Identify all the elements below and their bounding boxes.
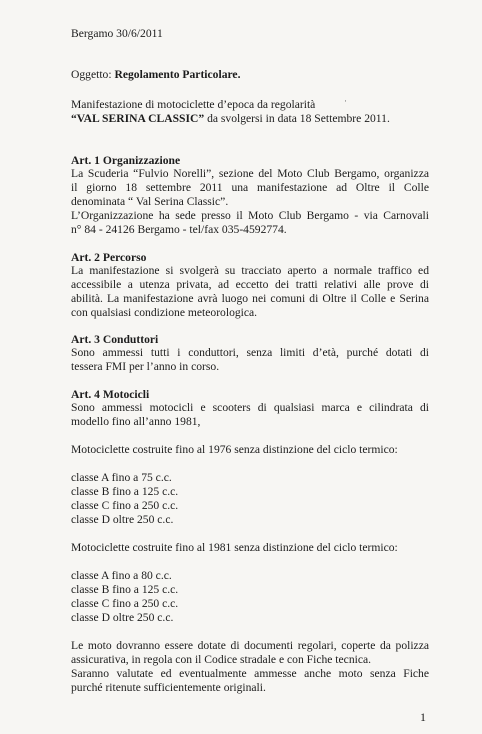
art4-line: modello fino all’anno 1981, bbox=[71, 415, 201, 428]
art2-line: con qualsiasi condizione meteorologica. bbox=[71, 306, 258, 319]
closing-line: Le moto dovranno essere dotate di documenti regolari, coperte da polizza bbox=[71, 639, 429, 652]
subject-line bbox=[71, 68, 429, 81]
class-item: classe B fino a 125 c.c. bbox=[71, 583, 179, 596]
subject-label: Oggetto: bbox=[71, 68, 112, 81]
subject-text: Regolamento Particolare. bbox=[114, 68, 241, 81]
closing-line: assicurativa, in regola con il Codice stradale e con Fiche tecnica. bbox=[71, 653, 372, 666]
art3-title: Art. 3 Conduttori bbox=[71, 333, 159, 346]
page-number: 1 bbox=[420, 710, 426, 724]
scan-speck: · bbox=[344, 96, 347, 106]
closing-line: Saranno valutate ed eventualmente ammesse anche moto senza Fiche bbox=[71, 667, 429, 680]
class-item: classe A fino a 75 c.c. bbox=[71, 471, 172, 484]
class-item: classe B fino a 125 c.c. bbox=[71, 485, 179, 498]
group2-heading: Motociclette costruite fino al 1981 senza distinzione del ciclo termico: bbox=[71, 541, 398, 554]
art1-title: Art. 1 Organizzazione bbox=[71, 154, 181, 167]
art1-line: La Scuderia “Fulvio Norelli”, sezione del Moto Club Bergamo, organizza bbox=[71, 167, 429, 180]
document-date: Bergamo 30/6/2011 bbox=[71, 27, 163, 40]
intro-line-2 bbox=[71, 112, 429, 125]
art1-line: L’Organizzazione ha sede presso il Moto Club Bergamo - via Carnovali bbox=[71, 209, 429, 222]
class-item: classe D oltre 250 c.c. bbox=[71, 611, 174, 624]
art1-line: n° 84 - 24126 Bergamo - tel/fax 035-4592774. bbox=[71, 223, 287, 236]
closing-line: purché ritenute sufficientemente originali. bbox=[71, 681, 266, 694]
class-item: classe C fino a 250 c.c. bbox=[71, 597, 179, 610]
class-item: classe A fino a 80 c.c. bbox=[71, 569, 172, 582]
event-name: “VAL SERINA CLASSIC” bbox=[71, 112, 205, 125]
art2-line: abilità. La manifestazione avrà luogo nei comuni di Oltre il Colle e Serina bbox=[71, 292, 429, 305]
class-item: classe D oltre 250 c.c. bbox=[71, 513, 174, 526]
art1-line: il giorno 18 settembre 2011 una manifestazione ad Oltre il Colle bbox=[71, 181, 429, 194]
art4-line: Sono ammessi motocicli e scooters di qualsiasi marca e cilindrata di bbox=[71, 401, 429, 414]
art4-title: Art. 4 Motocicli bbox=[71, 388, 150, 401]
class-item: classe C fino a 250 c.c. bbox=[71, 499, 179, 512]
art2-line: La manifestazione si svolgerà su tracciato aperto a normale traffico ed bbox=[71, 264, 429, 277]
art3-line: Sono ammessi tutti i conduttori, senza limiti d’età, purché dotati di bbox=[71, 346, 429, 359]
art2-title: Art. 2 Percorso bbox=[71, 251, 147, 264]
art3-line: tessera FMI per l’anno in corso. bbox=[71, 360, 220, 373]
art2-line: accessibile a utenza privata, ad eccetto dei tratti relativi alle prove di bbox=[71, 278, 429, 291]
art1-line: denominata “ Val Serina Classic”. bbox=[71, 195, 229, 208]
intro-line-1: Manifestazione di motociclette d’epoca da regolarità bbox=[71, 98, 316, 111]
intro-line-2-rest: da svolgersi in data 18 Settembre 2011. bbox=[204, 112, 390, 125]
group1-heading: Motociclette costruite fino al 1976 senza distinzione del ciclo termico: bbox=[71, 443, 398, 456]
